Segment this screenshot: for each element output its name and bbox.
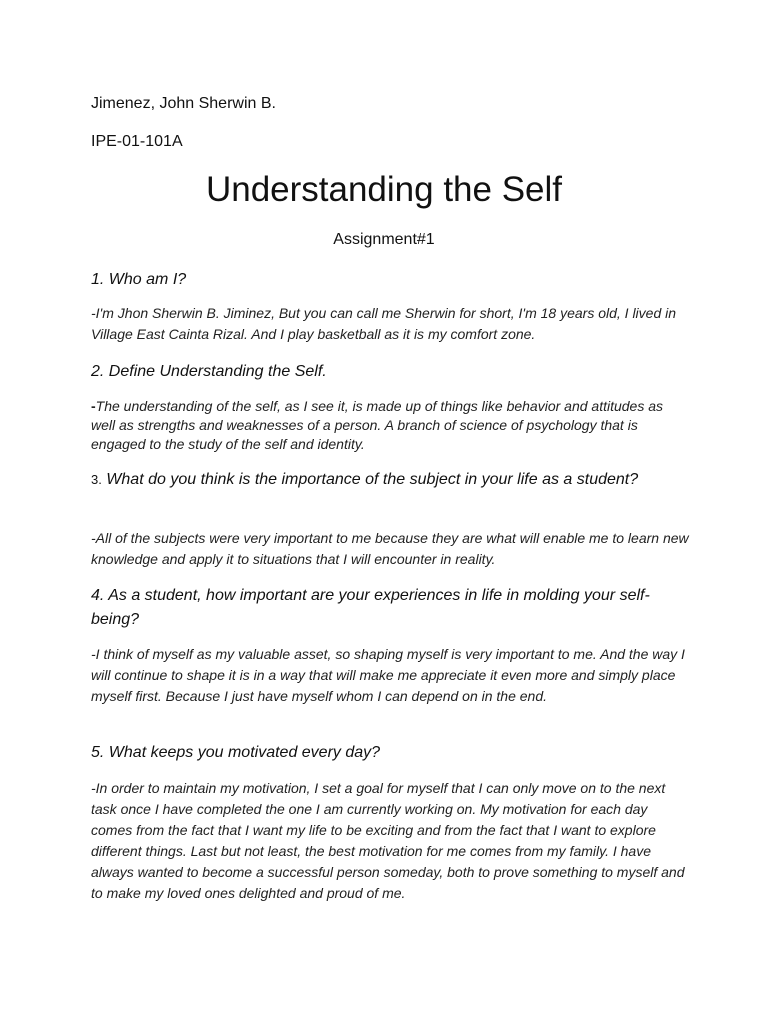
question-number: 2. bbox=[91, 363, 105, 380]
answer-3: -All of the subjects were very important to me because they are what will enable me to learn new knowledge and apply it to situations that I will encounter in reality. bbox=[91, 530, 689, 567]
question-text: What keeps you motivated every day? bbox=[108, 744, 381, 761]
document-title: Understanding the Self bbox=[205, 170, 563, 209]
answer-2 bbox=[91, 397, 691, 454]
answer-1: -I'm Jhon Sherwin B. Jiminez, But you can call me Sherwin for short, I'm 18 years old, I lived in Village East Cainta Rizal. And I play basketball as it is my comfort zone. bbox=[91, 305, 677, 342]
question-text: Who am I? bbox=[108, 271, 187, 288]
answer-4: -I think of myself as my valuable asset, so shaping myself is very important to me. And the way I will continue to shape it is in a way that will make me appreciate it even more and simply place myself first. Because I just have myself whom I can depend on in the end. bbox=[91, 646, 685, 704]
question-number: 3. bbox=[91, 472, 102, 487]
question-1 bbox=[91, 268, 691, 292]
question-text: As a student, how important are your experiences in life in molding your self-being? bbox=[91, 587, 650, 628]
question-text: What do you think is the importance of the subject in your life as a student? bbox=[106, 471, 639, 488]
question-4 bbox=[91, 584, 691, 632]
assignment-label: Assignment#1 bbox=[333, 231, 435, 248]
question-number: 4. bbox=[91, 587, 105, 604]
question-3 bbox=[91, 468, 691, 492]
question-number: 1. bbox=[91, 271, 105, 288]
question-5 bbox=[91, 741, 691, 765]
question-2 bbox=[91, 360, 691, 384]
answer-text: The understanding of the self, as I see it, is made up of things like behavior and attitudes as well as strengths and weaknesses of a person. A branch of science of psychology that is engaged to the study of the self and identity. bbox=[91, 398, 664, 452]
answer-prefix: - bbox=[91, 398, 96, 414]
student-section: IPE-01-101A bbox=[91, 133, 183, 150]
question-text: Define Understanding the Self. bbox=[108, 363, 327, 380]
student-name: Jimenez, John Sherwin B. bbox=[91, 95, 276, 112]
answer-5: -In order to maintain my motivation, I set a goal for myself that I can only move on to the next task once I have completed the one I am currently working on. My motivation for each day comes from the fact that I want my life to be exciting and from the fact that I want to explore different things. Last but not least, the best motivation for me comes from my family. I have always wanted to become a successful person someday, both to prove something to myself and to make my loved ones delighted and proud of me. bbox=[91, 780, 685, 901]
question-number: 5. bbox=[91, 744, 105, 761]
